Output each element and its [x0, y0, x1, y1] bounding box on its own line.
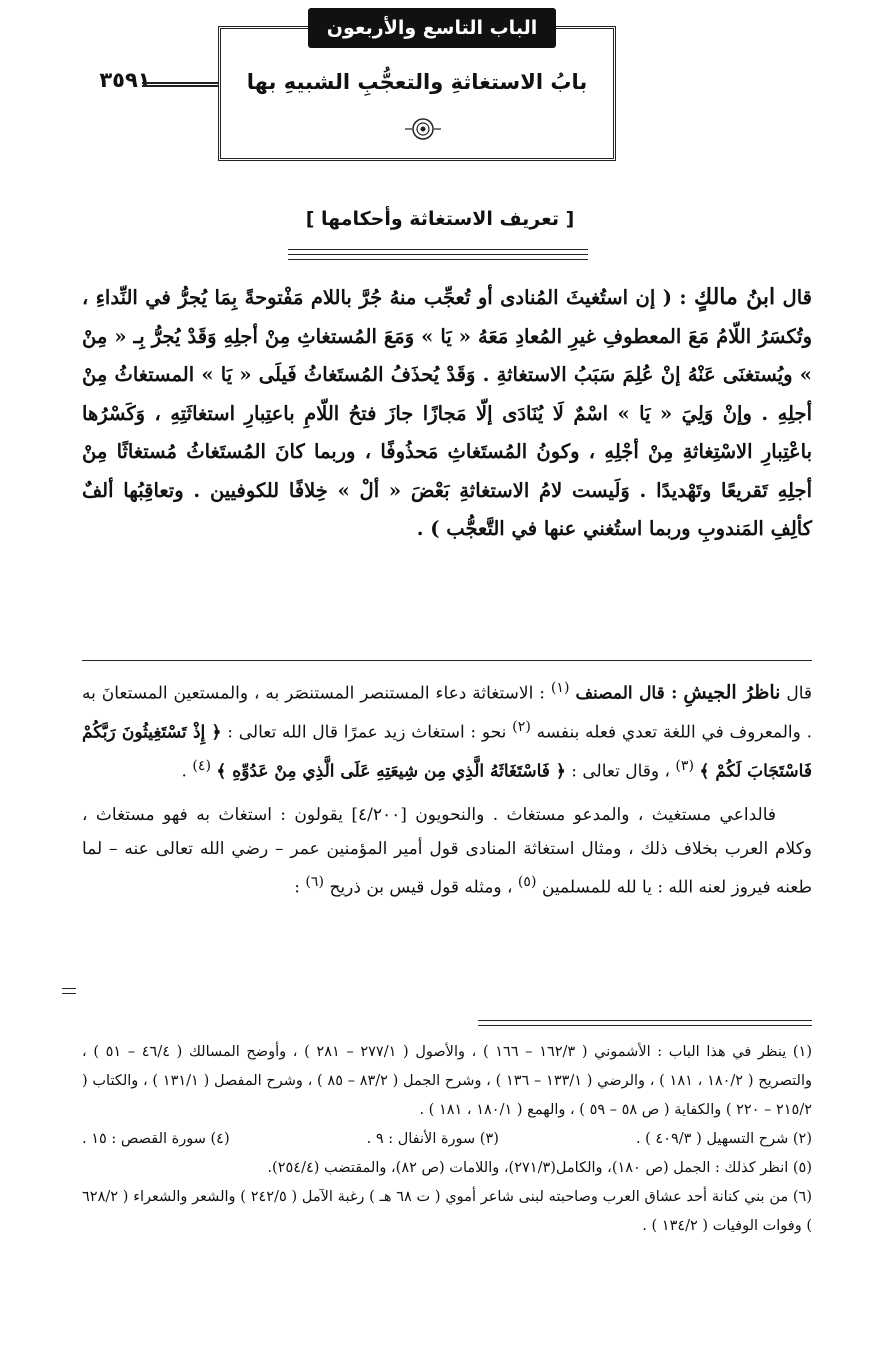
footnote-6: (٦) من بني كنانة أحد عشاق العرب وصاحبته لبنى شاعر أموي ( ت ٦٨ هـ ) رغبة الآمل ( ٢٤٢/٥ ) والشعر والشعراء ( ٦٢٨/٢ ) وفوات الوفيات ( ١٣٤/٢ ) . [82, 1189, 812, 1234]
quran-verse: ﴿ إِذْ تَسْتَغِيثُونَ رَبَّكُمْ فَاسْتَجَابَ لَكُمْ ﴾ [82, 722, 812, 782]
section-divider [82, 660, 812, 661]
matn-author: ابنُ مالكٍ [694, 284, 776, 310]
footnote-row-2-4 [82, 1125, 812, 1154]
footnote-4: (٤) سورة القصص : ١٥ . [82, 1131, 230, 1147]
commentary [82, 672, 812, 916]
ornament-icon [405, 116, 441, 142]
subheading-rule-3 [288, 259, 588, 260]
commentary-text: : الاستغاثة دعاء المستنصر المستنصَر به ، والمستعين المستعانَ به . والمعروف في اللغة تعدي فعله بنفسه [82, 683, 813, 743]
footnote-3: (٣) سورة الأنفال : ٩ . [366, 1131, 499, 1147]
footnote-rule [478, 1020, 812, 1021]
footnote-ref[interactable]: (٢) [512, 719, 531, 736]
page-number-rule [142, 82, 218, 87]
matn-text: : ( إن استُغيثَ المُنادى أو تُعجِّب منهُ جُرَّ باللام مَفْتوحةً بِمَا يُجرُّ في النِّداءِ ، وتُكسَرُ اللّامُ مَعَ المعطوفِ غيرِ المُعادِ مَعَهُ « يَا » وَمَعَ المُستغاثِ مِنْ أجلِهِ وَقَدْ يُجرُّ بِـ « مِنْ » ويُستغنَى عَنْهُ إنْ عُلِمَ سَبَبُ الاستغاثةِ . وَقَدْ يُحذَفُ المُستَغاثُ فَيلَى « يَا » المستغاثُ مِنْ أجلِهِ . وإنْ وَلِيَ « يَا » اسْمٌ لَا يُنَادَى إلّا مَجازًا جازَ فتحُ اللّامِ باعتِبارِ استغاثَتِهِ ، وَكَسْرُها باعْتِبارِ الاسْتِغاثةِ مِنْ أجْلِهِ ، وكونُ المُستَغاثِ مَحذُوفًا ، وربما كانَ المُستَغاثُ مُستغاثًا مِنْ أجلِهِ تَقريعًا وتَهْديدًا . وَلَيست لامُ الاستغاثةِ بَعْضَ « ألْ » خِلافًا للكوفيين . وتعاقِبُها ألفٌ كألِفِ المَندوبِ وربما استُغني عنها في التَّعجُّب ) . [82, 286, 812, 540]
footnote-5: (٥) انظر كذلك : الجمل (ص ١٨٠)، والكامل(٢٧١/٣)، واللامات (ص ٨٢)، والمقتضب (٢٥٤/٤). [267, 1160, 812, 1176]
footnote-2: (٢) شرح التسهيل ( ٤٠٩/٣ ) . [635, 1131, 812, 1147]
commentary-text: فالداعي مستغيث ، والمدعو مستغاث . والنحويون [٤/٢٠٠] يقولون : استغاث به فهو مستغاث ، وكلام العرب بخلاف ذلك ، ومثال استغاثة المنادى قول أمير المؤمنين عمر – رضي الله تعالى عنه – لما طعنه فيروز لعنه الله : يا لله للمسلمين [82, 805, 812, 899]
quran-verse: ﴿ فَاسْتَغَاثَهُ الَّذِي مِن شِيعَتِهِ عَلَى الَّذِي مِنْ عَدُوِّهِ ﴾ [216, 761, 566, 782]
subheading-rule-1 [288, 249, 588, 250]
commentary-text: ، وقال تعالى : [571, 761, 670, 782]
author-label: : قال المصنف [575, 683, 678, 704]
footnote-ref[interactable]: (٦) [305, 874, 325, 891]
page-number: ٣٥٩١ [99, 68, 151, 92]
footnotes [82, 1038, 812, 1241]
margin-mark [62, 988, 76, 994]
commentary-paragraph-1 [82, 672, 812, 789]
commentary-text: نحو : استغاث زيد عمرًا قال الله تعالى : [227, 722, 507, 743]
section-title: بابُ الاستغاثةِ والتعجُّبِ الشبيهِ بها [246, 70, 588, 94]
matn-paragraph [82, 278, 812, 549]
subheading-rule-2 [288, 254, 588, 255]
footnote-ref[interactable]: (٥) [517, 874, 537, 891]
chapter-label: الباب التاسع والأربعون [308, 8, 556, 48]
commentary-text: : [294, 878, 300, 899]
subheading: [ تعريف الاستغاثة وأحكامها ] [305, 208, 575, 230]
footnote-ref[interactable]: (١) [550, 680, 570, 696]
footnote-ref[interactable]: (٣) [675, 758, 695, 775]
commentator-name: ناظرُ الجيشِ [683, 681, 781, 704]
footnote-1: (١) ينظر في هذا الباب : الأشموني ( ١٦٢/٣ – ١٦٦ ) ، والأصول ( ٢٧٧/١ – ٢٨١ ) ، وأوضح المسالك ( ٤٦/٤ – ٥١ ) ، والتصريح ( ١٨٠/٢ ، ١٨١ ) ، والرضي ( ١٣٣/١ – ١٣٦ ) ، وشرح الجمل ( ٨٣/٢ – ٨٥ ) ، وشرح المفصل ( ١٣١/١ ) ، والكتاب ( ٢١٥/٢ – ٢٢٠ ) والكفاية ( ص ٥٨ – ٥٩ ) ، والهمع ( ١٨٠/١ ، ١٨١ ) . [82, 1044, 813, 1118]
footnote-rule [478, 1025, 812, 1026]
matn-prefix: قال [782, 286, 812, 309]
commentary-text: ، ومثله قول قيس بن ذريح [329, 878, 513, 899]
commentary-text: . [181, 761, 187, 782]
footnote-ref[interactable]: (٤) [192, 758, 211, 775]
commentary-prefix: قال [786, 683, 813, 704]
commentary-paragraph-2 [82, 799, 812, 905]
